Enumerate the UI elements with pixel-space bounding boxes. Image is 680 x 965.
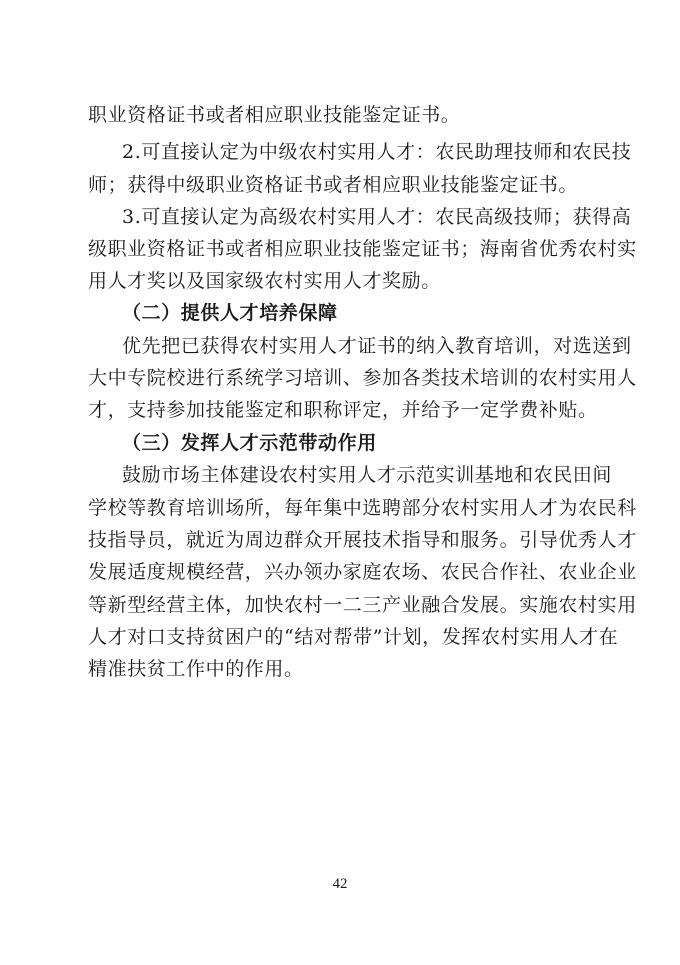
page-number: 42	[332, 876, 348, 892]
text-line: 3.可直接认定为高级农村实用人才：农民高级技师；获得高	[122, 206, 632, 228]
text-line: 职业资格证书或者相应职业技能鉴定证书。	[88, 104, 461, 126]
section-heading: （二）提供人才培养保障	[122, 302, 338, 324]
text-line: 人才对口支持贫困户的“结对帮带”计划，发挥农村实用人才在	[88, 626, 619, 648]
text-line: 2.可直接认定为中级农村实用人才：农民助理技师和农民技	[122, 141, 632, 163]
text-line: 学校等教育培训场所，每年集中选聘部分农村实用人才为农民科	[88, 497, 637, 519]
text-line: 技指导员，就近为周边群众开展技术指导和服务。引导优秀人才	[88, 529, 637, 551]
text-line: 鼓励市场主体建设农村实用人才示范实训基地和农民田间	[122, 464, 613, 486]
text-line: 才，支持参加技能鉴定和职称评定，并给予一定学费补贴。	[88, 399, 598, 421]
text-line: 发展适度规模经营，兴办领办家庭农场、农民合作社、农业企业	[88, 561, 637, 583]
section-heading: （三）发挥人才示范带动作用	[122, 432, 377, 454]
text-line: 级职业资格证书或者相应职业技能鉴定证书；海南省优秀农村实	[88, 238, 637, 260]
text-line: 师；获得中级职业资格证书或者相应职业技能鉴定证书。	[88, 174, 579, 196]
text-line: 优先把已获得农村实用人才证书的纳入教育培训，对选送到	[122, 335, 632, 357]
text-line: 用人才奖以及国家级农村实用人才奖励。	[88, 270, 441, 292]
text-line: 等新型经营主体，加快农村一二三产业融合发展。实施农村实用	[88, 594, 637, 616]
text-line: 大中专院校进行系统学习培训、参加各类技术培训的农村实用人	[88, 367, 637, 389]
text-line: 精准扶贫工作中的作用。	[88, 658, 304, 680]
